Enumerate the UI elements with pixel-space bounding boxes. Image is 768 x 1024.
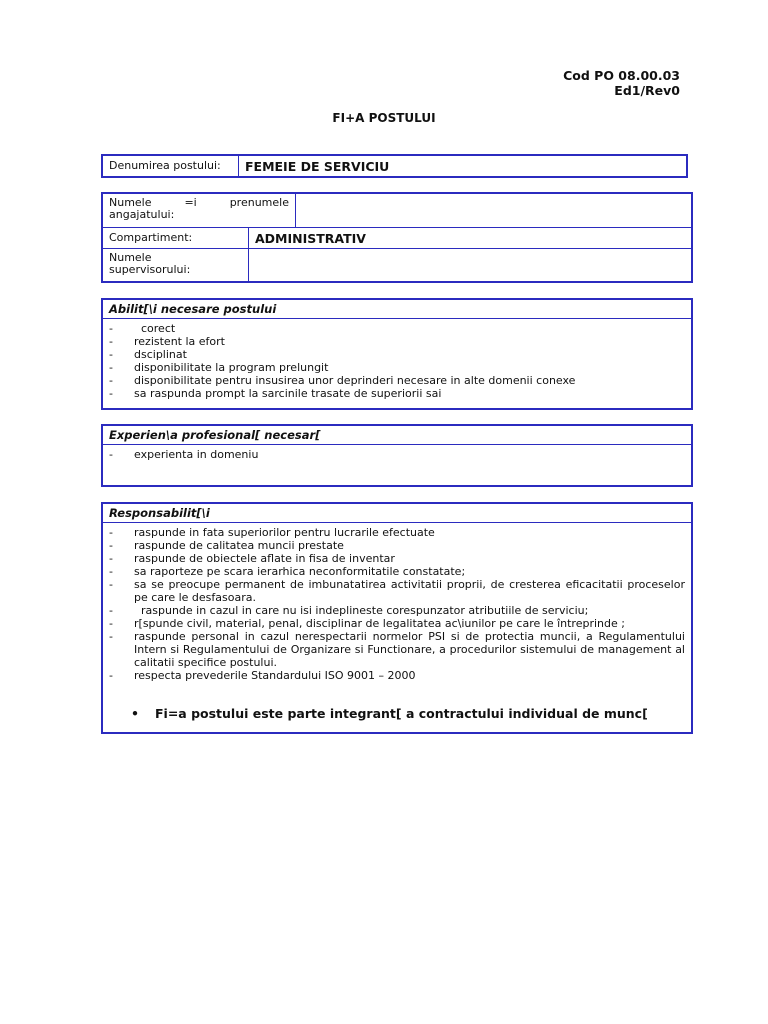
responsibilities-heading: Responsabilit[\i [103, 504, 691, 523]
job-title-row [103, 156, 686, 176]
department-value: ADMINISTRATIV [255, 231, 366, 246]
document-code [563, 68, 680, 98]
list-item: - disponibilitate la program prelungit [109, 361, 685, 374]
list-item: - respecta prevederile Standardului ISO 9001 – 2000 [109, 669, 685, 682]
list-item: - r[spunde civil, material, penal, disciplinar de legalitatea ac\iunilor pe care le întreprinde ; [109, 617, 685, 630]
supervisor-label-line1: Numele [109, 251, 152, 264]
list-item: - raspunde in cazul in care nu isi indeplineste corespunzator atributiile de serviciu; [109, 604, 685, 617]
employee-name-row [103, 194, 691, 228]
supervisor-label-line2: supervisorului: [109, 263, 191, 276]
list-item: - corect [109, 322, 685, 335]
employee-name-label-word: =i [184, 196, 197, 209]
page-title: FI+A POSTULUI [332, 111, 436, 125]
list-item: - raspunde de calitatea muncii prestate [109, 539, 685, 552]
job-title-label: Denumirea postului: [103, 156, 239, 176]
employee-name-label-word: Numele [109, 196, 152, 209]
responsibilities-list [103, 523, 691, 682]
supervisor-label [103, 249, 249, 281]
employee-name-label-word: prenumele [229, 196, 289, 209]
list-item: - sa raporteze pe scara ierarhica neconformitatile constatate; [109, 565, 685, 578]
experience-heading: Experien\a profesional[ necesar[ [103, 426, 691, 445]
list-item: - rezistent la efort [109, 335, 685, 348]
job-title-box [101, 154, 688, 178]
list-item: - raspunde de obiectele aflate in fisa de inventar [109, 552, 685, 565]
bullet-icon: • [131, 706, 139, 721]
employee-name-value [296, 194, 308, 227]
list-item: - sa raspunda prompt la sarcinile trasate de superiorii sai [109, 387, 685, 400]
employee-name-label-line2: angajatului: [109, 208, 175, 221]
abilities-heading: Abilit[\i necesare postului [103, 300, 691, 319]
list-item: - dsciplinat [109, 348, 685, 361]
list-item: - experienta in domeniu [109, 448, 685, 461]
footer-note [131, 706, 648, 721]
document-code-line: Cod PO 08.00.03 [563, 68, 680, 83]
employee-box [101, 192, 693, 283]
list-item: - sa se preocupe permanent de imbunatatirea activitatii proprii, de cresterea eficacitatii proceselor pe care le desfasoara. [109, 578, 685, 604]
employee-name-label [103, 194, 296, 227]
experience-box [101, 424, 693, 487]
supervisor-row [103, 249, 691, 281]
responsibilities-box [101, 502, 693, 734]
department-label: Compartiment: [103, 228, 249, 248]
supervisor-value [249, 249, 261, 281]
experience-list [103, 445, 691, 461]
abilities-list [103, 319, 691, 400]
job-title-value: FEMEIE DE SERVICIU [245, 159, 390, 174]
list-item: - raspunde personal in cazul nerespectarii normelor PSI si de protectia muncii, a Regulamentului Intern si Regulamentului de Organizare si Functionare, a procedurilor sistemului de management al calitatii specifice postului. [109, 630, 685, 669]
document-revision-line: Ed1/Rev0 [614, 83, 680, 98]
abilities-box [101, 298, 693, 410]
footer-note-text: Fi=a postului este parte integrant[ a contractului individual de munc[ [155, 706, 648, 721]
list-item: - raspunde in fata superiorilor pentru lucrarile efectuate [109, 526, 685, 539]
department-row [103, 228, 691, 249]
list-item: - disponibilitate pentru insusirea unor deprinderi necesare in alte domenii conexe [109, 374, 685, 387]
